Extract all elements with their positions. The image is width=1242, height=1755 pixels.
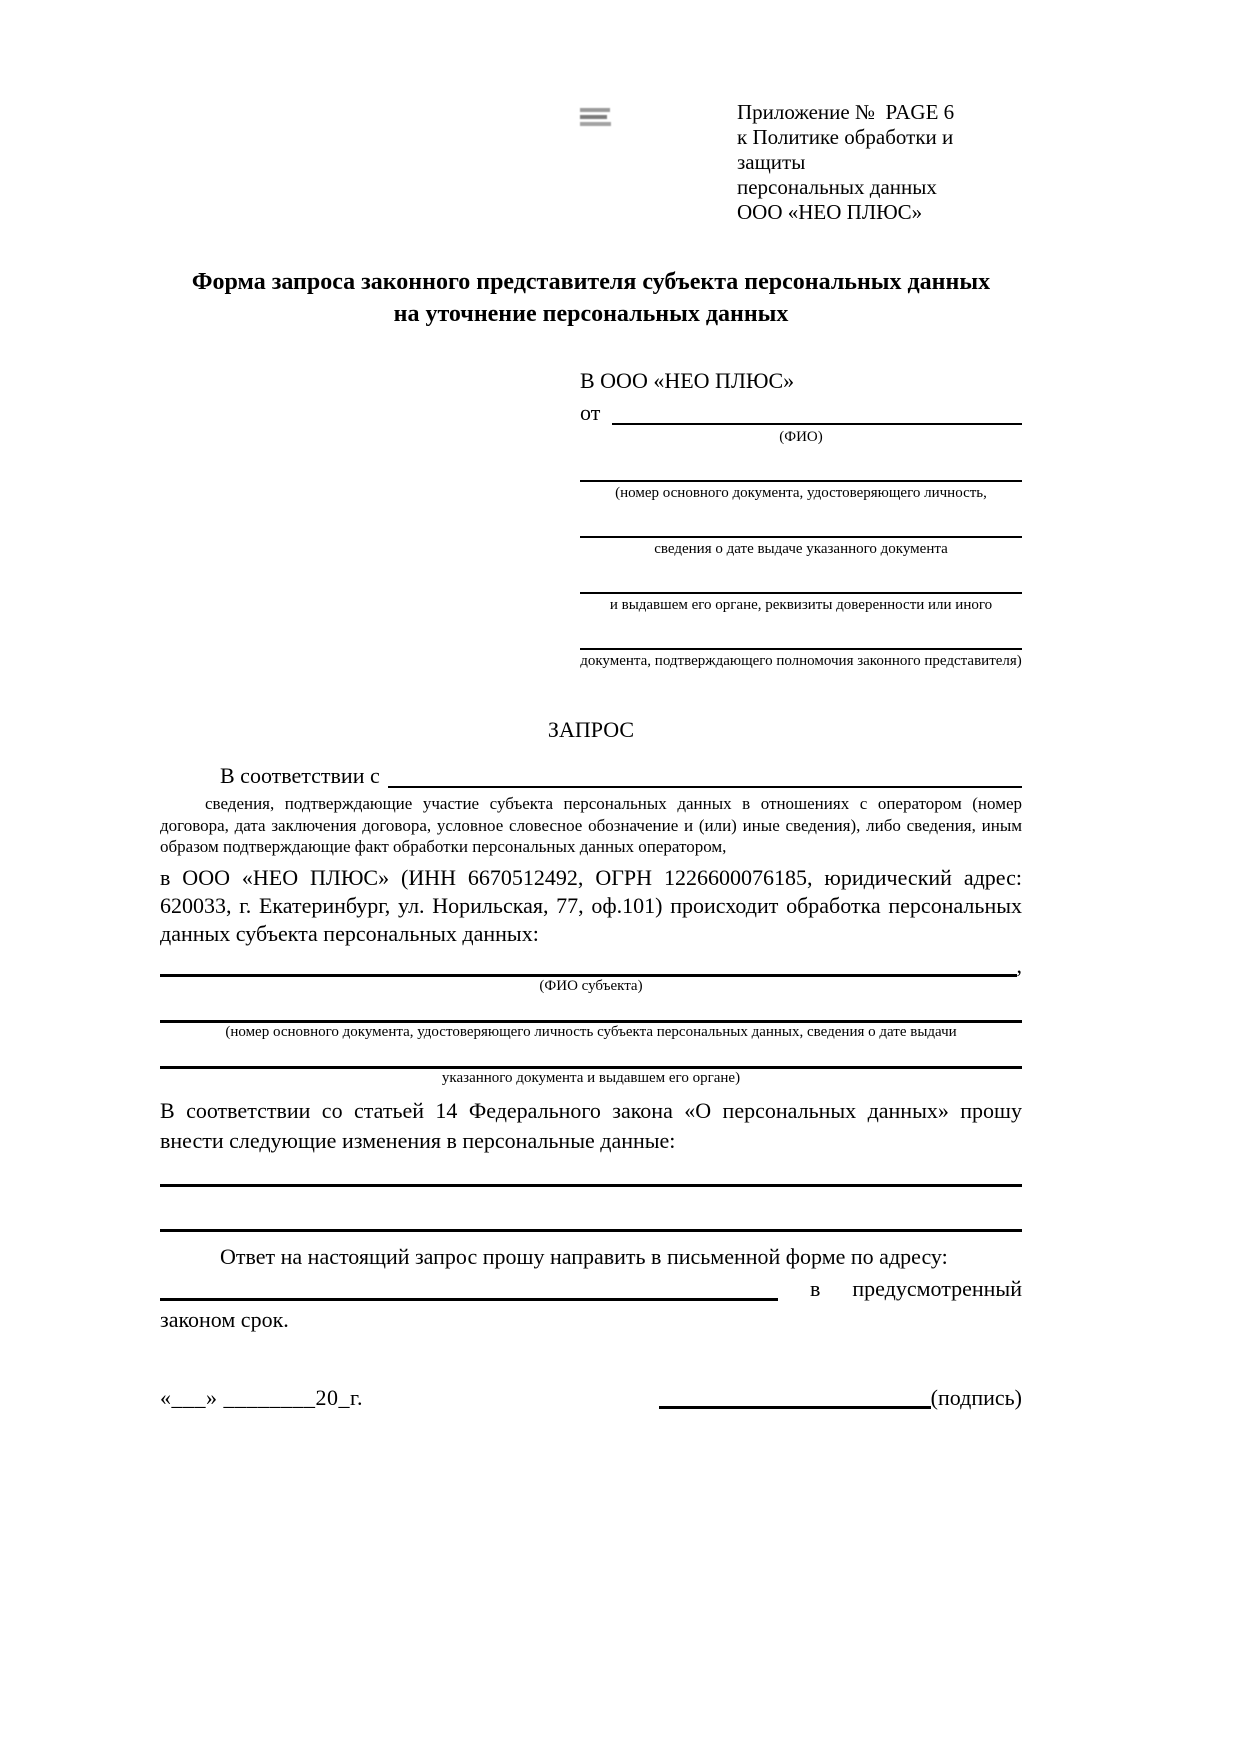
fine-print-note: сведения, подтверждающие участие субъекта персональных данных в отношениях с оператором (номер договора, дата заключения договора, условное словесное обозначение и (или) иные сведения), либо сведения, иным образом подтверждающие факт обработки персональных данных оператором, [160, 794, 1022, 856]
form-title-line1: Форма запроса законного представителя субъекта персональных данных [191, 269, 991, 295]
document-header [160, 100, 1022, 224]
signature-blank-field [659, 1406, 931, 1409]
field-code-mark-icon [580, 108, 614, 126]
request-heading: ЗАПРОС [547, 717, 635, 742]
document-number-caption: (номер основного документа, удостоверяющего личность, [615, 485, 987, 501]
fio-caption: (ФИО) [779, 429, 823, 445]
subject-document-caption-line2: указанного документа и выдавшем его органе) [441, 1069, 741, 1086]
form-title-line2: на уточнение персональных данных [393, 301, 789, 327]
issue-date-blank-field [580, 503, 1022, 538]
trailing-comma: , [1016, 952, 1022, 978]
form-title [160, 266, 1022, 330]
changes-blank-field-2 [160, 1187, 1022, 1232]
changes-blank-field-1 [160, 1158, 1022, 1187]
addressee-company: В ООО «НЕО ПЛЮС» [580, 368, 795, 393]
law-term-line: законом срок. [160, 1306, 289, 1332]
date-blank-line: «___» ________20_г. [160, 1384, 364, 1410]
document-number-blank-field [580, 447, 1022, 482]
authority-document-caption: документа, подтверждающего полномочия законного представителя) [580, 653, 1022, 669]
signature-row [160, 1381, 1022, 1413]
appendix-number-line: Приложение № PAGE 6 [737, 100, 955, 124]
answer-address-blank-field [160, 1298, 778, 1301]
signature-caption: (подпись) [930, 1384, 1022, 1410]
from-label: от [580, 400, 601, 425]
stipulated-word: предусмотренный [852, 1275, 1022, 1301]
subject-fio-line [160, 948, 1022, 977]
authority-document-blank-field [580, 615, 1022, 650]
appendix-block [737, 100, 1022, 225]
answer-paragraph: Ответ на настоящий запрос прошу направить в письменной форме по адресу: [220, 1243, 948, 1269]
in-accordance-label: В соответствии с [220, 763, 380, 788]
signature-area [659, 1383, 1022, 1413]
fio-blank-field [612, 423, 1022, 425]
in-word: в [810, 1275, 821, 1301]
issue-date-caption: сведения о дате выдаче указанного документа [654, 541, 948, 557]
accordance-blank-field [388, 786, 1022, 788]
subject-document-blank-field-2 [160, 1042, 1022, 1069]
subject-fio-blank-field [160, 948, 1017, 977]
addressee-block [580, 366, 1022, 671]
article14-paragraph: В соответствии со статьей 14 Федерального закона «О персональных данных» прошу внести следующие изменения в персональные данные: [160, 1097, 1022, 1153]
from-line [580, 396, 1022, 428]
in-accordance-line [160, 759, 1022, 791]
operator-paragraph: в ООО «НЕО ПЛЮС» (ИНН 6670512492, ОГРН 1226600076185, юридический адрес: 620033, г. Екатеринбург, ул. Норильская, 77, оф.101) происходит обработка персональных данных субъекта персональных данных: [160, 864, 1022, 946]
subject-document-caption-line1: (номер основного документа, удостоверяющего личность субъекта персональных данных, сведения о дате выдачи [225, 1023, 957, 1040]
appendix-company-line: ООО «НЕО ПЛЮС» [737, 200, 923, 224]
appendix-policy-line: к Политике обработки и защиты [737, 125, 959, 174]
issuing-authority-blank-field [580, 559, 1022, 594]
appendix-policy-line2: персональных данных [737, 175, 937, 199]
subject-document-blank-field [160, 996, 1022, 1023]
answer-address-line [160, 1272, 1022, 1304]
subject-fio-caption: (ФИО субъекта) [539, 977, 643, 994]
issuing-authority-caption: и выдавшем его органе, реквизиты доверенности или иного [609, 597, 993, 613]
